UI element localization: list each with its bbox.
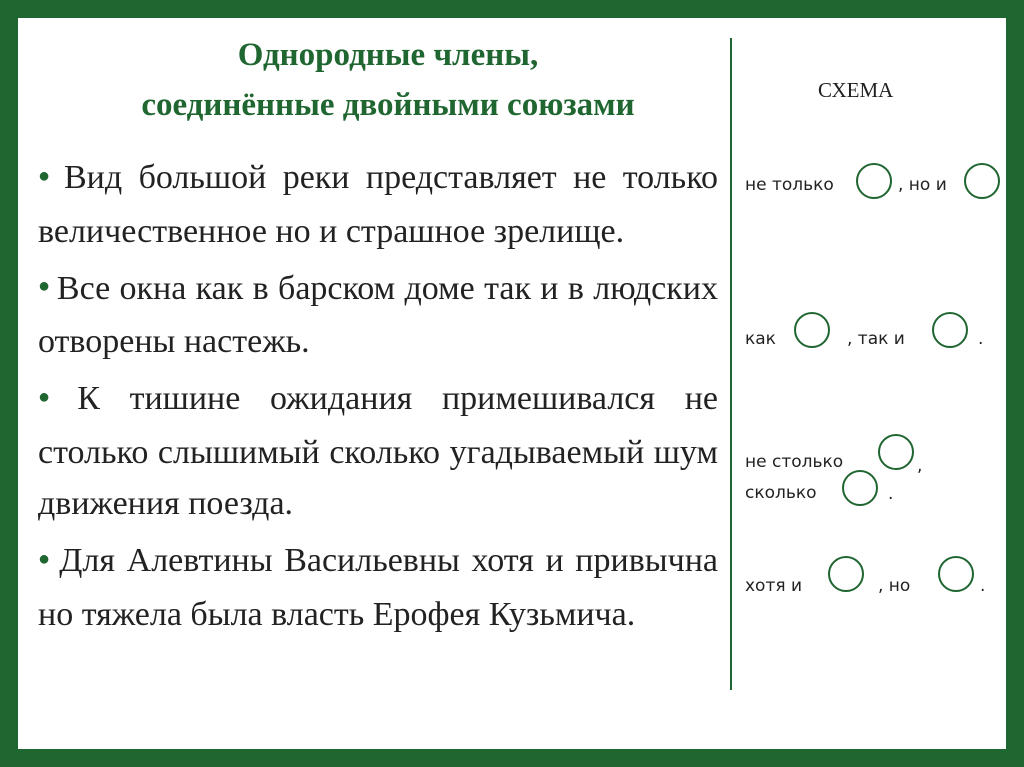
schema-text: , но xyxy=(878,576,911,596)
sentence-text: Вид большой реки представляет не только величественное но и страшное зрелище. xyxy=(38,159,718,250)
slide xyxy=(18,18,1006,749)
title-line-1: Однородные члены, xyxy=(237,37,539,73)
placeholder-circle xyxy=(964,163,1000,199)
schema-text: . xyxy=(888,484,894,504)
placeholder-circle xyxy=(842,470,878,506)
schema-text: сколько xyxy=(745,483,817,503)
placeholder-circle xyxy=(932,312,968,348)
sentence-text: К тишине ожидания примешивался не столько слышимый сколько угадываемый шум движения поезда. xyxy=(38,380,718,523)
schema-text: , так и xyxy=(847,329,905,349)
schema-text: не столько xyxy=(745,452,844,472)
placeholder-circle xyxy=(794,312,830,348)
placeholder-circle xyxy=(828,556,864,592)
schema-heading: СХЕМА xyxy=(818,78,894,102)
placeholder-circle xyxy=(938,556,974,592)
sentence-item xyxy=(38,263,718,368)
sentence-item xyxy=(38,152,718,257)
placeholder-circle xyxy=(878,434,914,470)
bullet-icon: ● xyxy=(38,275,51,298)
schema-text: как xyxy=(745,329,776,349)
sentence-item xyxy=(38,373,718,529)
bullet-icon: ● xyxy=(38,164,58,187)
sentence-list xyxy=(38,152,718,646)
schema-text: хотя и xyxy=(745,576,803,596)
column-divider xyxy=(730,38,732,690)
placeholder-circle xyxy=(856,163,892,199)
schema-text: , xyxy=(917,456,923,476)
sentence-text: Все окна как в барском доме так и в людских отворены настежь. xyxy=(38,269,718,361)
bullet-icon: ● xyxy=(38,547,54,570)
schema-text: . xyxy=(980,576,986,596)
schema-text: , но и xyxy=(898,175,947,195)
sentence-text: Для Алевтины Васильевны хотя и привычна но тяжела была власть Ерофея Кузьмича. xyxy=(38,542,718,633)
title-line-2: соединённые двойными союзами xyxy=(141,87,635,123)
schema-text: . xyxy=(978,329,984,349)
slide-title xyxy=(68,30,708,130)
sentence-item xyxy=(38,535,718,640)
schema-text: не только xyxy=(745,175,834,195)
bullet-icon: ● xyxy=(38,386,72,409)
